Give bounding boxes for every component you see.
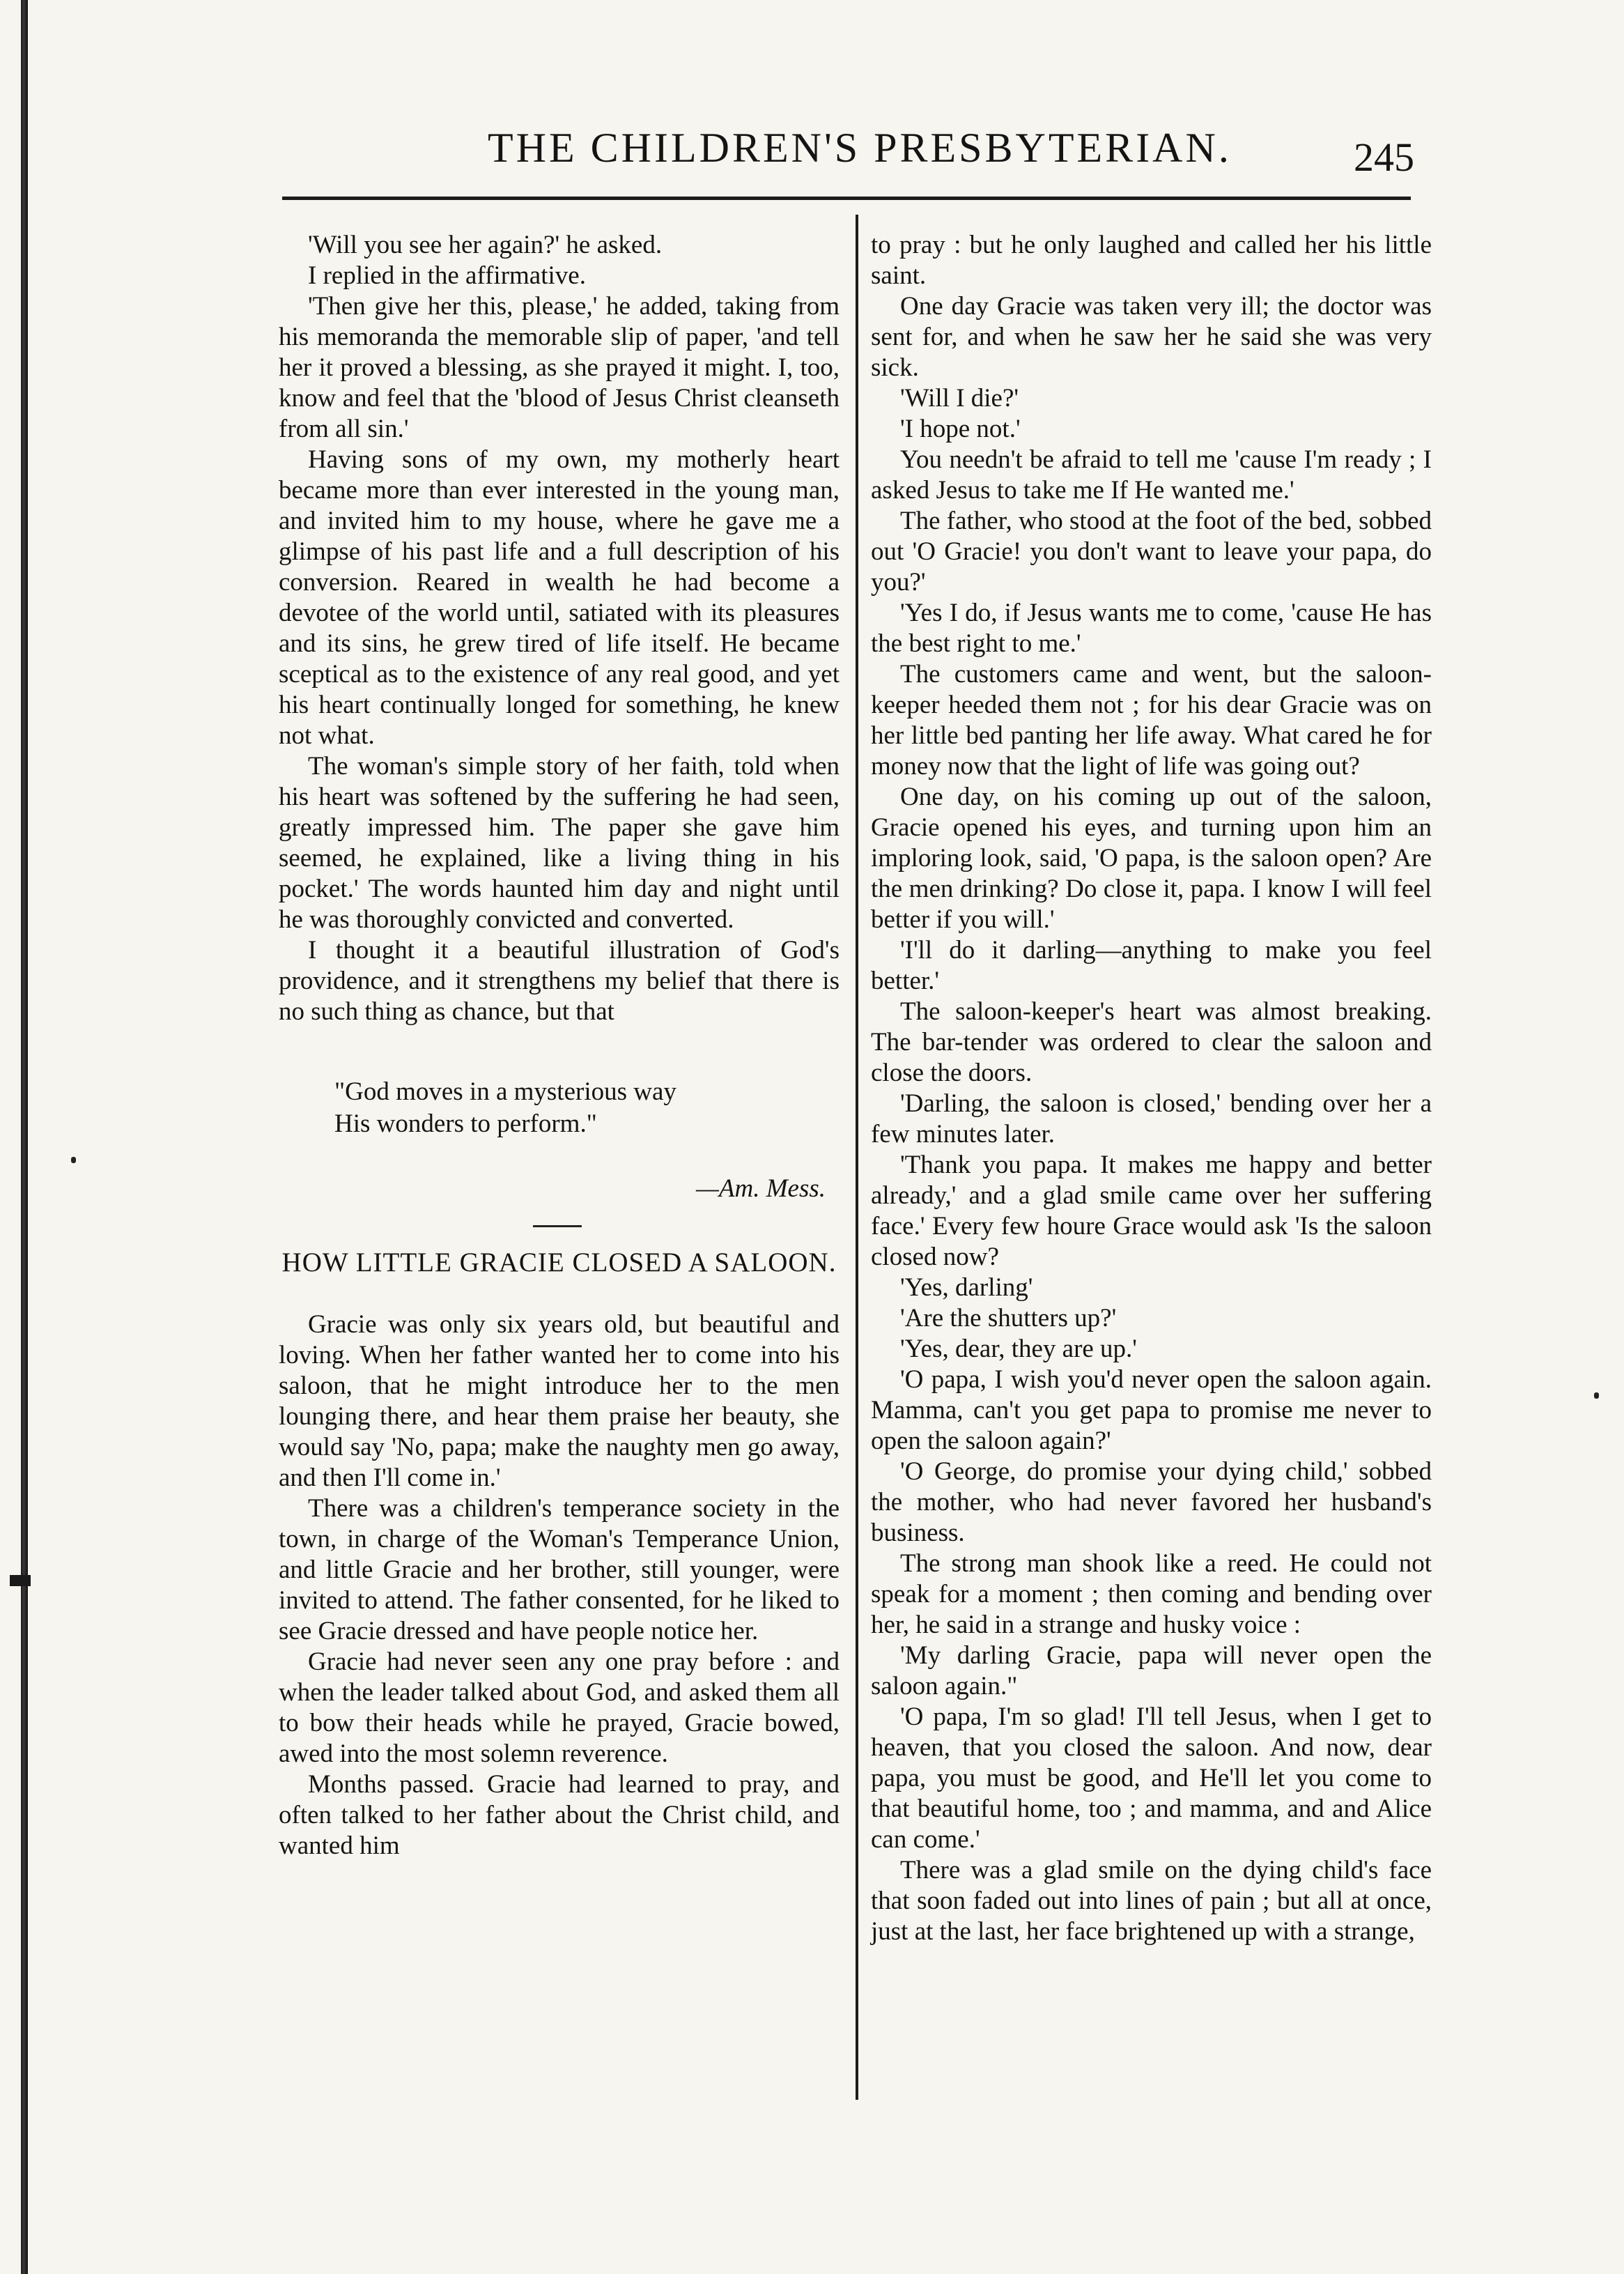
article-title: HOW LITTLE GRACIE CLOSED A SALOON.	[281, 1247, 837, 1277]
paragraph: 'Darling, the saloon is closed,' bending over her a few minutes later.	[871, 1089, 1432, 1148]
paragraph: The father, who stood at the foot of the bed, sobbed out 'O Gracie! you don't want to leave your papa, do you?'	[871, 507, 1432, 597]
paragraph: One day, on his coming up out of the saloon, Gracie opened his eyes, and turning upon him an imploring look, said, 'O papa, is the saloon open? Are the men drinking? Do close it, papa. I know I will feel better if you will.'	[871, 783, 1432, 934]
poem-line: "God moves in a mysterious way	[334, 1077, 676, 1106]
paragraph: 'Thank you papa. It makes me happy and better already,' and a glad smile came over her suffering face.' Every few houre Grace would ask 'Is the saloon closed now?	[871, 1151, 1432, 1271]
paragraph: 'Yes I do, if Jesus wants me to come, 'cause He has the best right to me.'	[871, 599, 1432, 658]
paragraph: 'Yes, dear, they are up.'	[900, 1335, 1137, 1363]
attribution: —Am. Mess.	[695, 1174, 826, 1203]
paragraph: The customers came and went, but the saloon-keeper heeded them not ; for his dear Gracie was on her little bed panting her life away. What cared he for money now that the light of life was going out?	[871, 660, 1432, 781]
paragraph: The strong man shook like a reed. He could not speak for a moment ; then coming and bending over her, he said in a strange and husky voice :	[871, 1549, 1432, 1639]
paragraph: Gracie had never seen any one pray before : and when the leader talked about God, and asked them all to bow their heads while he prayed, Gracie bowed, awed into the most solemn reverence.	[279, 1647, 840, 1768]
section-separator	[533, 1225, 582, 1227]
paragraph: Gracie was only six years old, but beautiful and loving. When her father wanted her to come into his saloon, that he might introduce her to the men lounging there, and hear them praise her beauty, she would say 'No, papa; make the naughty men go away, and then I'll come in.'	[279, 1310, 840, 1492]
paragraph: to pray : but he only laughed and called her his little saint.	[871, 231, 1432, 290]
page-header	[265, 124, 1414, 180]
paragraph: 'Will I die?'	[900, 384, 1019, 413]
paragraph: 'My darling Gracie, papa will never open the saloon again."	[871, 1641, 1432, 1700]
header-rule	[282, 197, 1411, 200]
paragraph: Having sons of my own, my motherly heart became more than ever interested in the young man, and invited him to my house, where he gave me a glimpse of his past life and a full description of his conversion. Reared in wealth he had become a devotee of the world until, satiated with its pleasures and its sins, he grew tired of life itself. He became sceptical as to the existence of any real good, and yet his heart continually longed for something, he knew not what.	[279, 445, 840, 750]
paragraph: 'O papa, I'm so glad! I'll tell Jesus, when I get to heaven, that you closed the saloon. And now, dear papa, you must be good, and He'll let you come to that beautiful home, too ; and mamma, and and Alice can come.'	[871, 1703, 1432, 1854]
paragraph: I thought it a beautiful illustration of God's providence, and it strengthens my belief that there is no such thing as chance, but that	[279, 936, 840, 1026]
column-divider	[856, 215, 858, 2100]
paragraph: 'Then give her this, please,' he added, taking from his memoranda the memorable slip of paper, 'and tell her it proved a blessing, as she prayed it might. I, too, know and feel that the 'blood of Jesus Christ cleanseth from all sin.'	[279, 292, 840, 443]
paragraph: Months passed. Gracie had learned to pray, and often talked to her father about the Christ child, and wanted him	[279, 1770, 840, 1860]
page-number: 245	[1354, 135, 1414, 180]
paragraph: 'I'll do it darling—anything to make you feel better.'	[871, 936, 1432, 995]
paragraph: One day Gracie was taken very ill; the doctor was sent for, and when he saw her he said she was very sick.	[871, 292, 1432, 382]
paragraph: 'O George, do promise your dying child,' sobbed the mother, who had never favored her husband's business.	[871, 1457, 1432, 1547]
left-column	[279, 230, 840, 1861]
right-column	[871, 230, 1432, 1947]
paragraph: 'Yes, darling'	[900, 1273, 1033, 1302]
speck-mark	[71, 1157, 76, 1163]
poem-line: His wonders to perform."	[334, 1109, 597, 1138]
paragraph: There was a children's temperance society in the town, in charge of the Woman's Temperance Union, and little Gracie and her brother, still younger, were invited to attend. The father consented, for he liked to see Gracie dressed and have people notice her.	[279, 1494, 840, 1645]
speck-mark	[1594, 1392, 1599, 1399]
paragraph: The saloon-keeper's heart was almost breaking. The bar-tender was ordered to clear the saloon and close the doors.	[871, 997, 1432, 1087]
paragraph: I replied in the affirmative.	[308, 261, 586, 290]
paragraph: You needn't be afraid to tell me 'cause I'm ready ; I asked Jesus to take me If He wanted me.'	[871, 445, 1432, 505]
paragraph: The woman's simple story of her faith, told when his heart was softened by the suffering he had seen, greatly impressed him. The paper she gave him seemed, he explained, like a living thing in his pocket.' The words haunted him day and night until he was thoroughly convicted and converted.	[279, 752, 840, 934]
paragraph: 'Are the shutters up?'	[900, 1304, 1117, 1332]
poem-quote	[334, 1076, 840, 1140]
paragraph: There was a glad smile on the dying child's face that soon faded out into lines of pain ; but all at once, just at the last, her face brightened up with a strange,	[871, 1856, 1432, 1946]
page-edge-mark	[10, 1575, 31, 1586]
paragraph: 'O papa, I wish you'd never open the saloon again. Mamma, can't you get papa to promise me never to open the saloon again?'	[871, 1365, 1432, 1455]
paragraph: 'I hope not.'	[900, 415, 1021, 443]
page-edge-binding	[21, 0, 28, 2274]
running-title: THE CHILDREN'S PRESBYTERIAN.	[488, 125, 1232, 171]
paragraph: 'Will you see her again?' he asked.	[308, 231, 663, 259]
